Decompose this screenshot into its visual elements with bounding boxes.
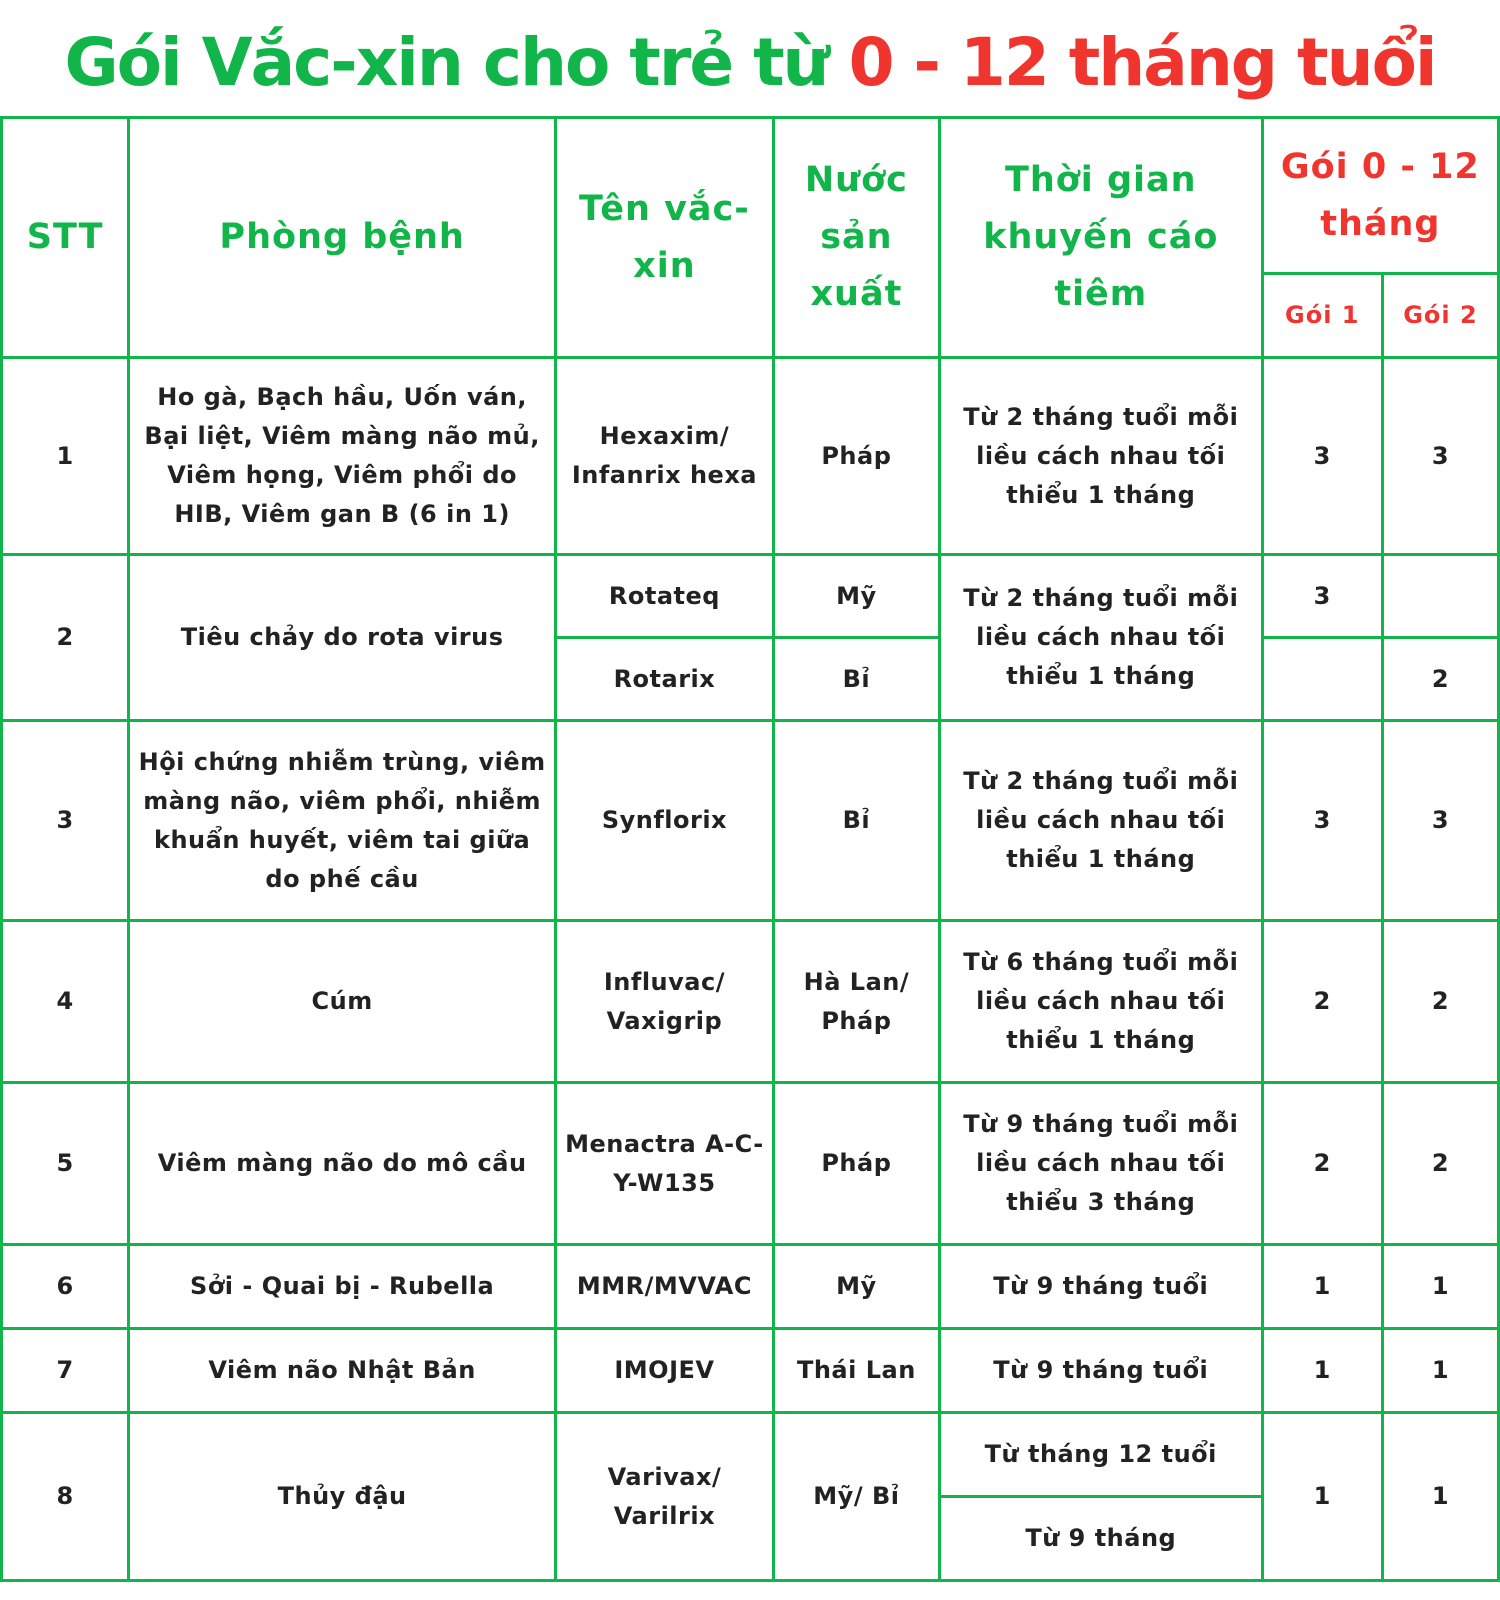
schedule-cell: Từ 2 tháng tuổi mỗi liều cách nhau tối thiểu 1 tháng <box>939 721 1262 921</box>
title-part-red: 0 - 12 tháng tuổi <box>848 24 1436 101</box>
country-cell: Mỹ <box>773 555 939 638</box>
country-cell: Bỉ <box>773 721 939 921</box>
schedule-cell: Từ 2 tháng tuổi mỗi liều cách nhau tối thiểu 1 tháng <box>939 555 1262 721</box>
header-package: Gói 0 - 12 tháng <box>1262 118 1498 274</box>
disease-cell: Thủy đậu <box>129 1413 556 1581</box>
header-pkg1: Gói 1 <box>1262 274 1382 358</box>
pkg1-cell: 3 <box>1262 358 1382 555</box>
vaccine-cell: Hexaxim/ Infanrix hexa <box>555 358 773 555</box>
country-cell: Pháp <box>773 358 939 555</box>
pkg2-cell <box>1382 555 1498 638</box>
pkg2-cell: 1 <box>1382 1329 1498 1413</box>
vaccine-cell: Rotarix <box>555 638 773 721</box>
disease-cell: Viêm não Nhật Bản <box>129 1329 556 1413</box>
schedule-cell: Từ 9 tháng tuổi <box>939 1329 1262 1413</box>
page-title <box>0 18 1500 108</box>
vaccine-cell: MMR/MVVAC <box>555 1245 773 1329</box>
vaccine-cell: Varivax/ Varilrix <box>555 1413 773 1581</box>
pkg2-cell: 1 <box>1382 1413 1498 1581</box>
table-row <box>2 1245 1499 1329</box>
pkg2-cell: 2 <box>1382 921 1498 1083</box>
stt-cell: 7 <box>2 1329 129 1413</box>
header-disease: Phòng bệnh <box>129 118 556 358</box>
table-row <box>2 1413 1499 1497</box>
stt-cell: 6 <box>2 1245 129 1329</box>
title-part-green: Gói Vắc-xin cho trẻ từ <box>64 24 849 101</box>
pkg1-cell: 3 <box>1262 555 1382 638</box>
pkg1-cell: 1 <box>1262 1245 1382 1329</box>
header-stt: STT <box>2 118 129 358</box>
vaccine-table <box>0 116 1500 1582</box>
schedule-cell: Từ 6 tháng tuổi mỗi liều cách nhau tối thiểu 1 tháng <box>939 921 1262 1083</box>
vaccine-cell: Rotateq <box>555 555 773 638</box>
country-cell: Bỉ <box>773 638 939 721</box>
table-row <box>2 555 1499 638</box>
pkg2-cell: 3 <box>1382 721 1498 921</box>
pkg2-cell: 3 <box>1382 358 1498 555</box>
header-pkg2: Gói 2 <box>1382 274 1498 358</box>
stt-cell: 1 <box>2 358 129 555</box>
country-cell: Pháp <box>773 1083 939 1245</box>
table-row <box>2 721 1499 921</box>
header-vaccine: Tên vắc-xin <box>555 118 773 358</box>
disease-cell: Sởi - Quai bị - Rubella <box>129 1245 556 1329</box>
pkg1-cell: 3 <box>1262 721 1382 921</box>
vaccine-cell: Influvac/ Vaxigrip <box>555 921 773 1083</box>
pkg2-cell: 2 <box>1382 638 1498 721</box>
stt-cell: 5 <box>2 1083 129 1245</box>
pkg1-cell: 1 <box>1262 1413 1382 1581</box>
table-row <box>2 1329 1499 1413</box>
vaccine-cell: IMOJEV <box>555 1329 773 1413</box>
disease-cell: Ho gà, Bạch hầu, Uốn ván, Bại liệt, Viêm màng não mủ, Viêm họng, Viêm phổi do HIB, Viêm gan B (6 in 1) <box>129 358 556 555</box>
table-row <box>2 921 1499 1083</box>
country-cell: Mỹ <box>773 1245 939 1329</box>
schedule-cell: Từ tháng 12 tuổi <box>939 1413 1262 1497</box>
country-cell: Mỹ/ Bỉ <box>773 1413 939 1581</box>
pkg2-cell: 1 <box>1382 1245 1498 1329</box>
disease-cell: Viêm màng não do mô cầu <box>129 1083 556 1245</box>
pkg2-cell: 2 <box>1382 1083 1498 1245</box>
country-cell: Thái Lan <box>773 1329 939 1413</box>
pkg1-cell: 2 <box>1262 1083 1382 1245</box>
header-country: Nước sản xuất <box>773 118 939 358</box>
pkg1-cell: 1 <box>1262 1329 1382 1413</box>
schedule-cell: Từ 9 tháng <box>939 1497 1262 1581</box>
schedule-cell: Từ 2 tháng tuổi mỗi liều cách nhau tối thiểu 1 tháng <box>939 358 1262 555</box>
table-row <box>2 1083 1499 1245</box>
stt-cell: 8 <box>2 1413 129 1581</box>
stt-cell: 4 <box>2 921 129 1083</box>
vaccine-cell: Menactra A-C-Y-W135 <box>555 1083 773 1245</box>
vaccine-cell: Synflorix <box>555 721 773 921</box>
disease-cell: Tiêu chảy do rota virus <box>129 555 556 721</box>
schedule-cell: Từ 9 tháng tuổi mỗi liều cách nhau tối thiểu 3 tháng <box>939 1083 1262 1245</box>
country-cell: Hà Lan/ Pháp <box>773 921 939 1083</box>
stt-cell: 2 <box>2 555 129 721</box>
pkg1-cell <box>1262 638 1382 721</box>
disease-cell: Hội chứng nhiễm trùng, viêm màng não, viêm phổi, nhiễm khuẩn huyết, viêm tai giữa do phế cầu <box>129 721 556 921</box>
disease-cell: Cúm <box>129 921 556 1083</box>
pkg1-cell: 2 <box>1262 921 1382 1083</box>
stt-cell: 3 <box>2 721 129 921</box>
schedule-cell: Từ 9 tháng tuổi <box>939 1245 1262 1329</box>
header-schedule: Thời gian khuyến cáo tiêm <box>939 118 1262 358</box>
table-row <box>2 358 1499 555</box>
